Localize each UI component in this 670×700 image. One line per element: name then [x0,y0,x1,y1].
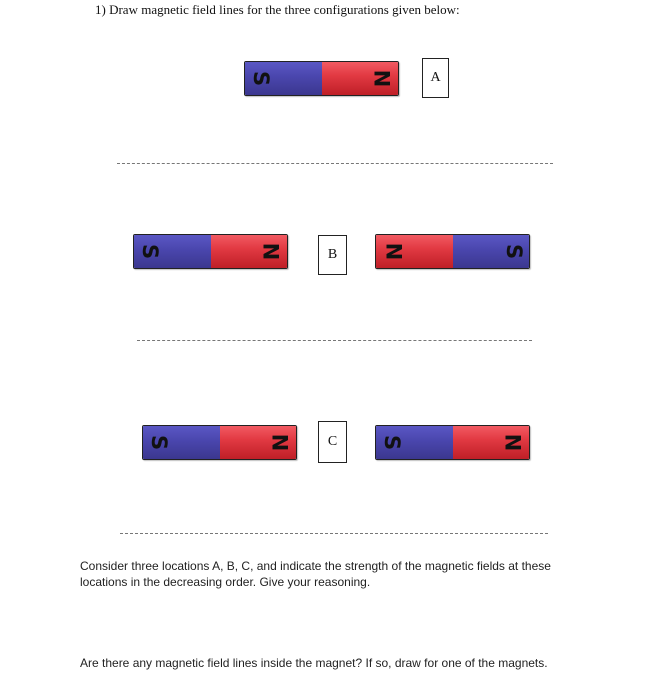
divider-1 [117,163,553,164]
magnet-b-right [375,234,530,269]
question-title: 1) Draw magnetic field lines for the three configurations given below: [95,2,460,17]
location-c-box: C [318,421,347,463]
pole-label: N [381,242,406,261]
magnet-a [244,61,399,96]
pole-label: S [380,434,405,451]
pole-label: S [147,434,172,451]
magnet-a-south-half [245,62,322,95]
divider-2 [137,340,532,341]
pole-label: N [369,69,394,88]
pole-label: S [501,243,526,260]
magnet-b-left-south-half [134,235,211,268]
magnet-c-left [142,425,297,460]
question-paragraph-1 [80,558,551,590]
magnet-a-north-half [322,62,399,95]
magnet-c-right-south-half [376,426,453,459]
magnet-c-right-north-half [453,426,530,459]
pole-label: N [267,433,292,452]
question-paragraph-2: Are there any magnetic field lines inside the magnet? If so, draw for one of the magnets. [80,656,548,670]
divider-3 [120,533,548,534]
pole-label: N [258,242,283,261]
pole-label: S [138,243,163,260]
pole-label: N [500,433,525,452]
paragraph-line: Consider three locations A, B, C, and indicate the strength of the magnetic fields at these [80,559,551,573]
magnet-b-left [133,234,288,269]
paragraph-line: locations in the decreasing order. Give your reasoning. [80,575,371,589]
magnet-c-left-south-half [143,426,220,459]
magnet-b-right-north-half [376,235,453,268]
magnet-c-right [375,425,530,460]
magnet-b-right-south-half [453,235,530,268]
location-a-box: A [422,58,449,98]
location-b-box: B [318,235,347,275]
magnet-c-left-north-half [220,426,297,459]
magnet-b-left-north-half [211,235,288,268]
pole-label: S [249,70,274,87]
